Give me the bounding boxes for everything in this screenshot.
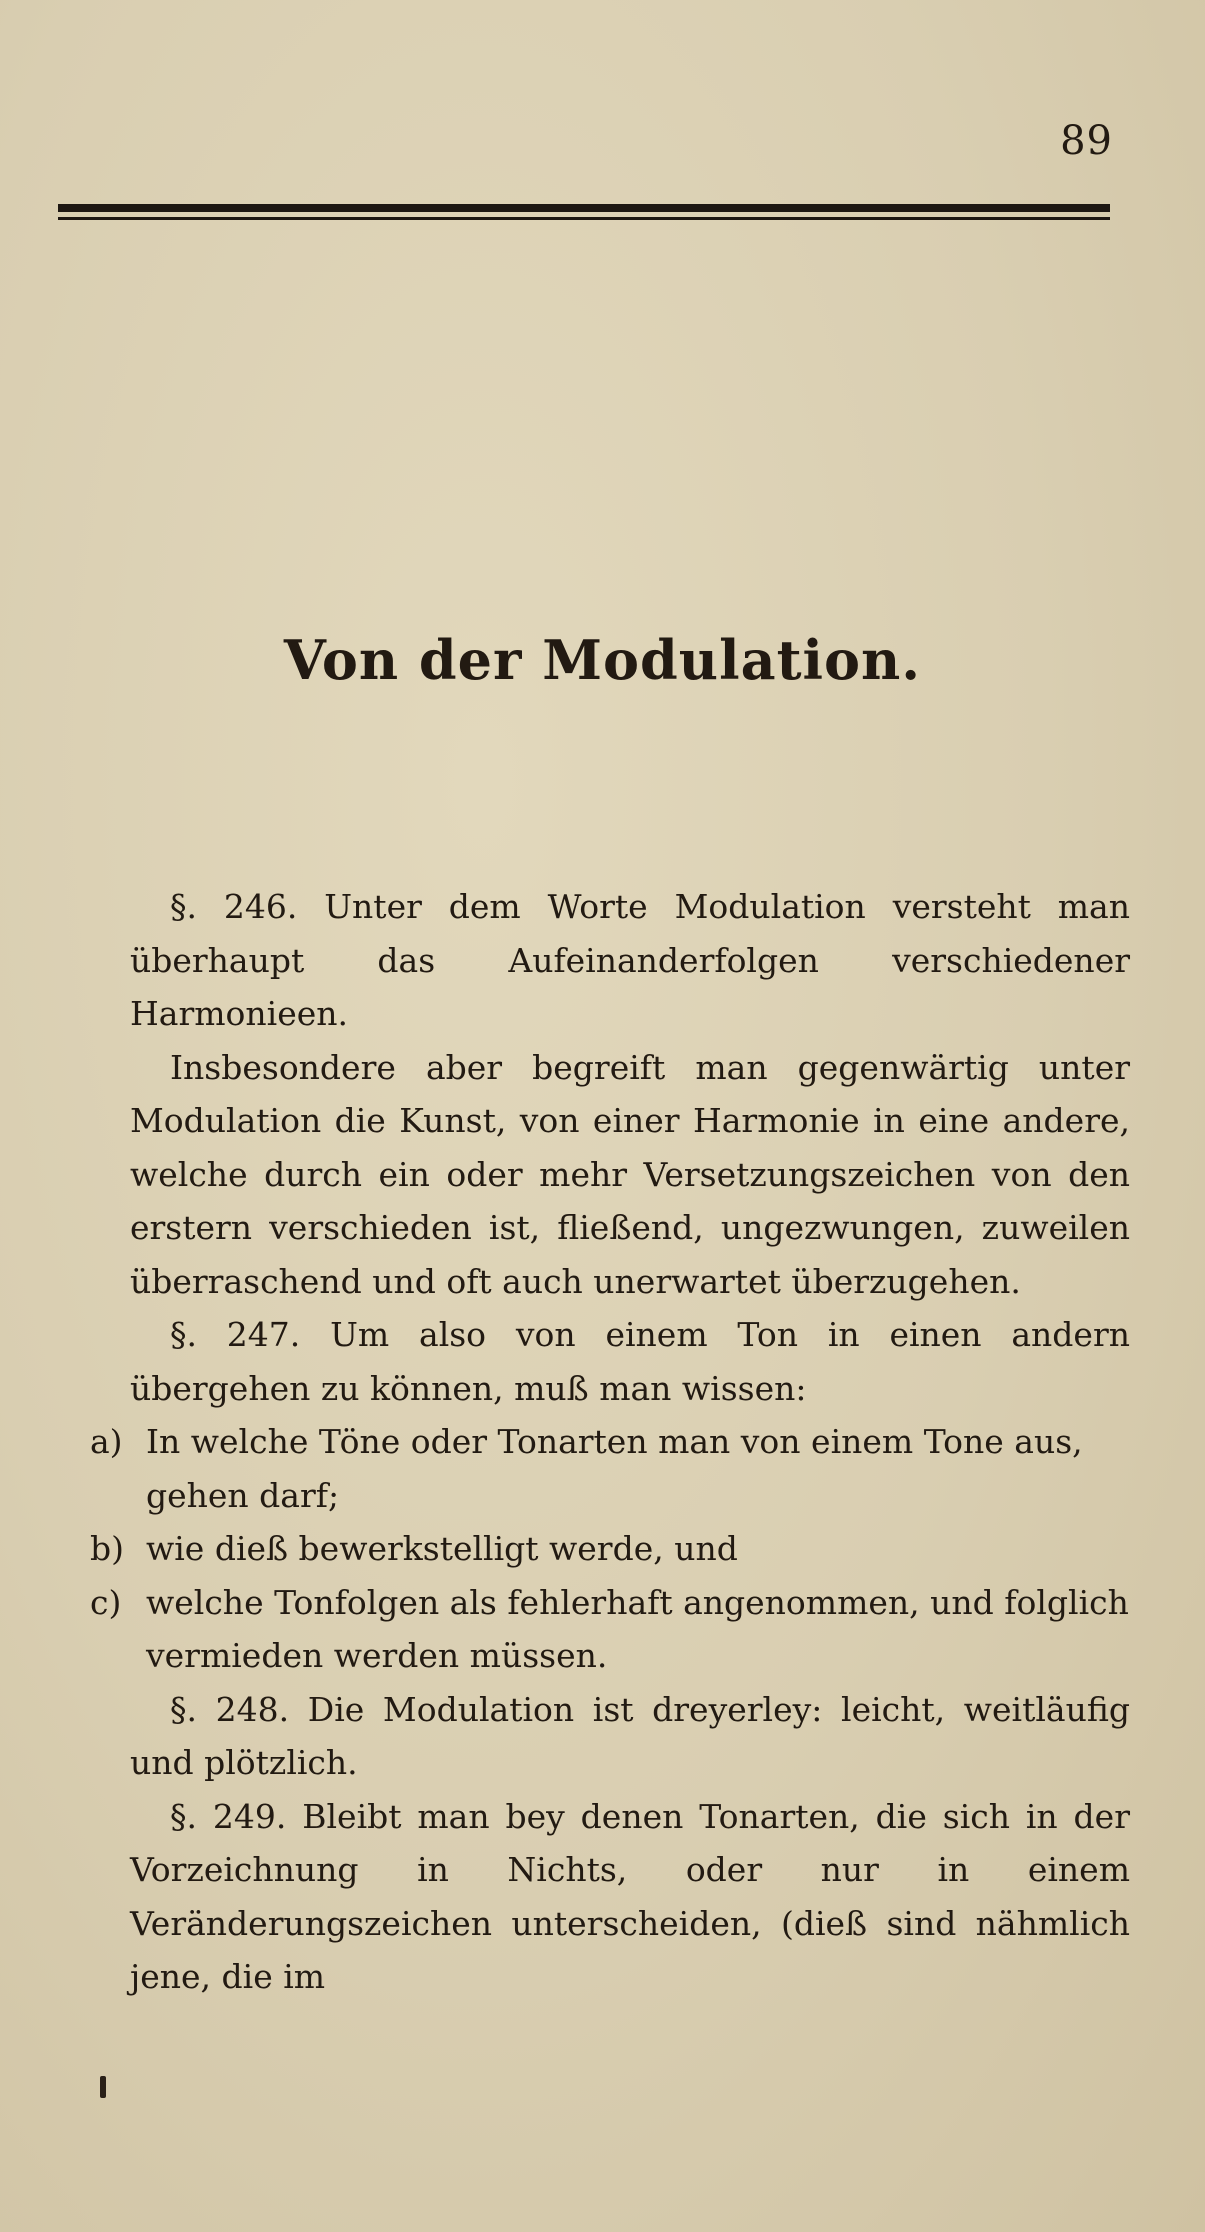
header-rule	[58, 204, 1110, 222]
header-rule-thick	[58, 204, 1110, 212]
paragraph-246: §. 246. Unter dem Worte Modulation versteht man überhaupt das Aufeinanderfolgen verschiedener Harmonieen.	[130, 887, 1130, 1033]
page-number: 89	[1060, 118, 1113, 164]
list-label: b)	[90, 1529, 124, 1568]
paragraph-247: §. 247. Um also von einem Ton in einen andern übergehen zu können, muß man wissen:	[130, 1315, 1130, 1408]
footer-mark	[100, 2076, 106, 2098]
paragraph-248: §. 248. Die Modulation ist dreyerley: leicht, weitläufig und plötzlich.	[130, 1689, 1130, 1782]
list-item-b	[90, 1522, 1130, 1576]
list-item-a	[90, 1415, 1130, 1522]
header-rule-thin	[58, 217, 1110, 220]
list-item-c	[90, 1576, 1130, 1683]
list-text: wie dieß bewerkstelligt werde, und	[146, 1529, 738, 1568]
list-text: welche Tonfolgen als fehlerhaft angenommen, und folglich vermieden werden müssen.	[146, 1582, 1129, 1675]
chapter-heading: Von der Modulation.	[283, 628, 922, 692]
list-label: c)	[90, 1582, 122, 1622]
body-text	[90, 880, 1130, 2004]
paragraph-249: §. 249. Bleibt man bey denen Tonarten, die sich in der Vorzeichnung in Nichts, oder nur in einem Veränderungszeichen unterscheiden, (dieß sind nähmlich jene, die im	[130, 1796, 1130, 1996]
list-text: In welche Töne oder Tonarten man von einem Tone aus, gehen darf;	[146, 1422, 1083, 1515]
list-label: a)	[90, 1422, 123, 1461]
paragraph-246-cont: Insbesondere aber begreift man gegenwärtig unter Modulation die Kunst, von einer Harmonie in eine andere, welche durch ein oder mehr Versetzungszeichen von den erstern verschieden ist, fließend, ungezwungen, zuweilen überraschend und oft auch unerwartet überzugehen.	[130, 1047, 1130, 1301]
